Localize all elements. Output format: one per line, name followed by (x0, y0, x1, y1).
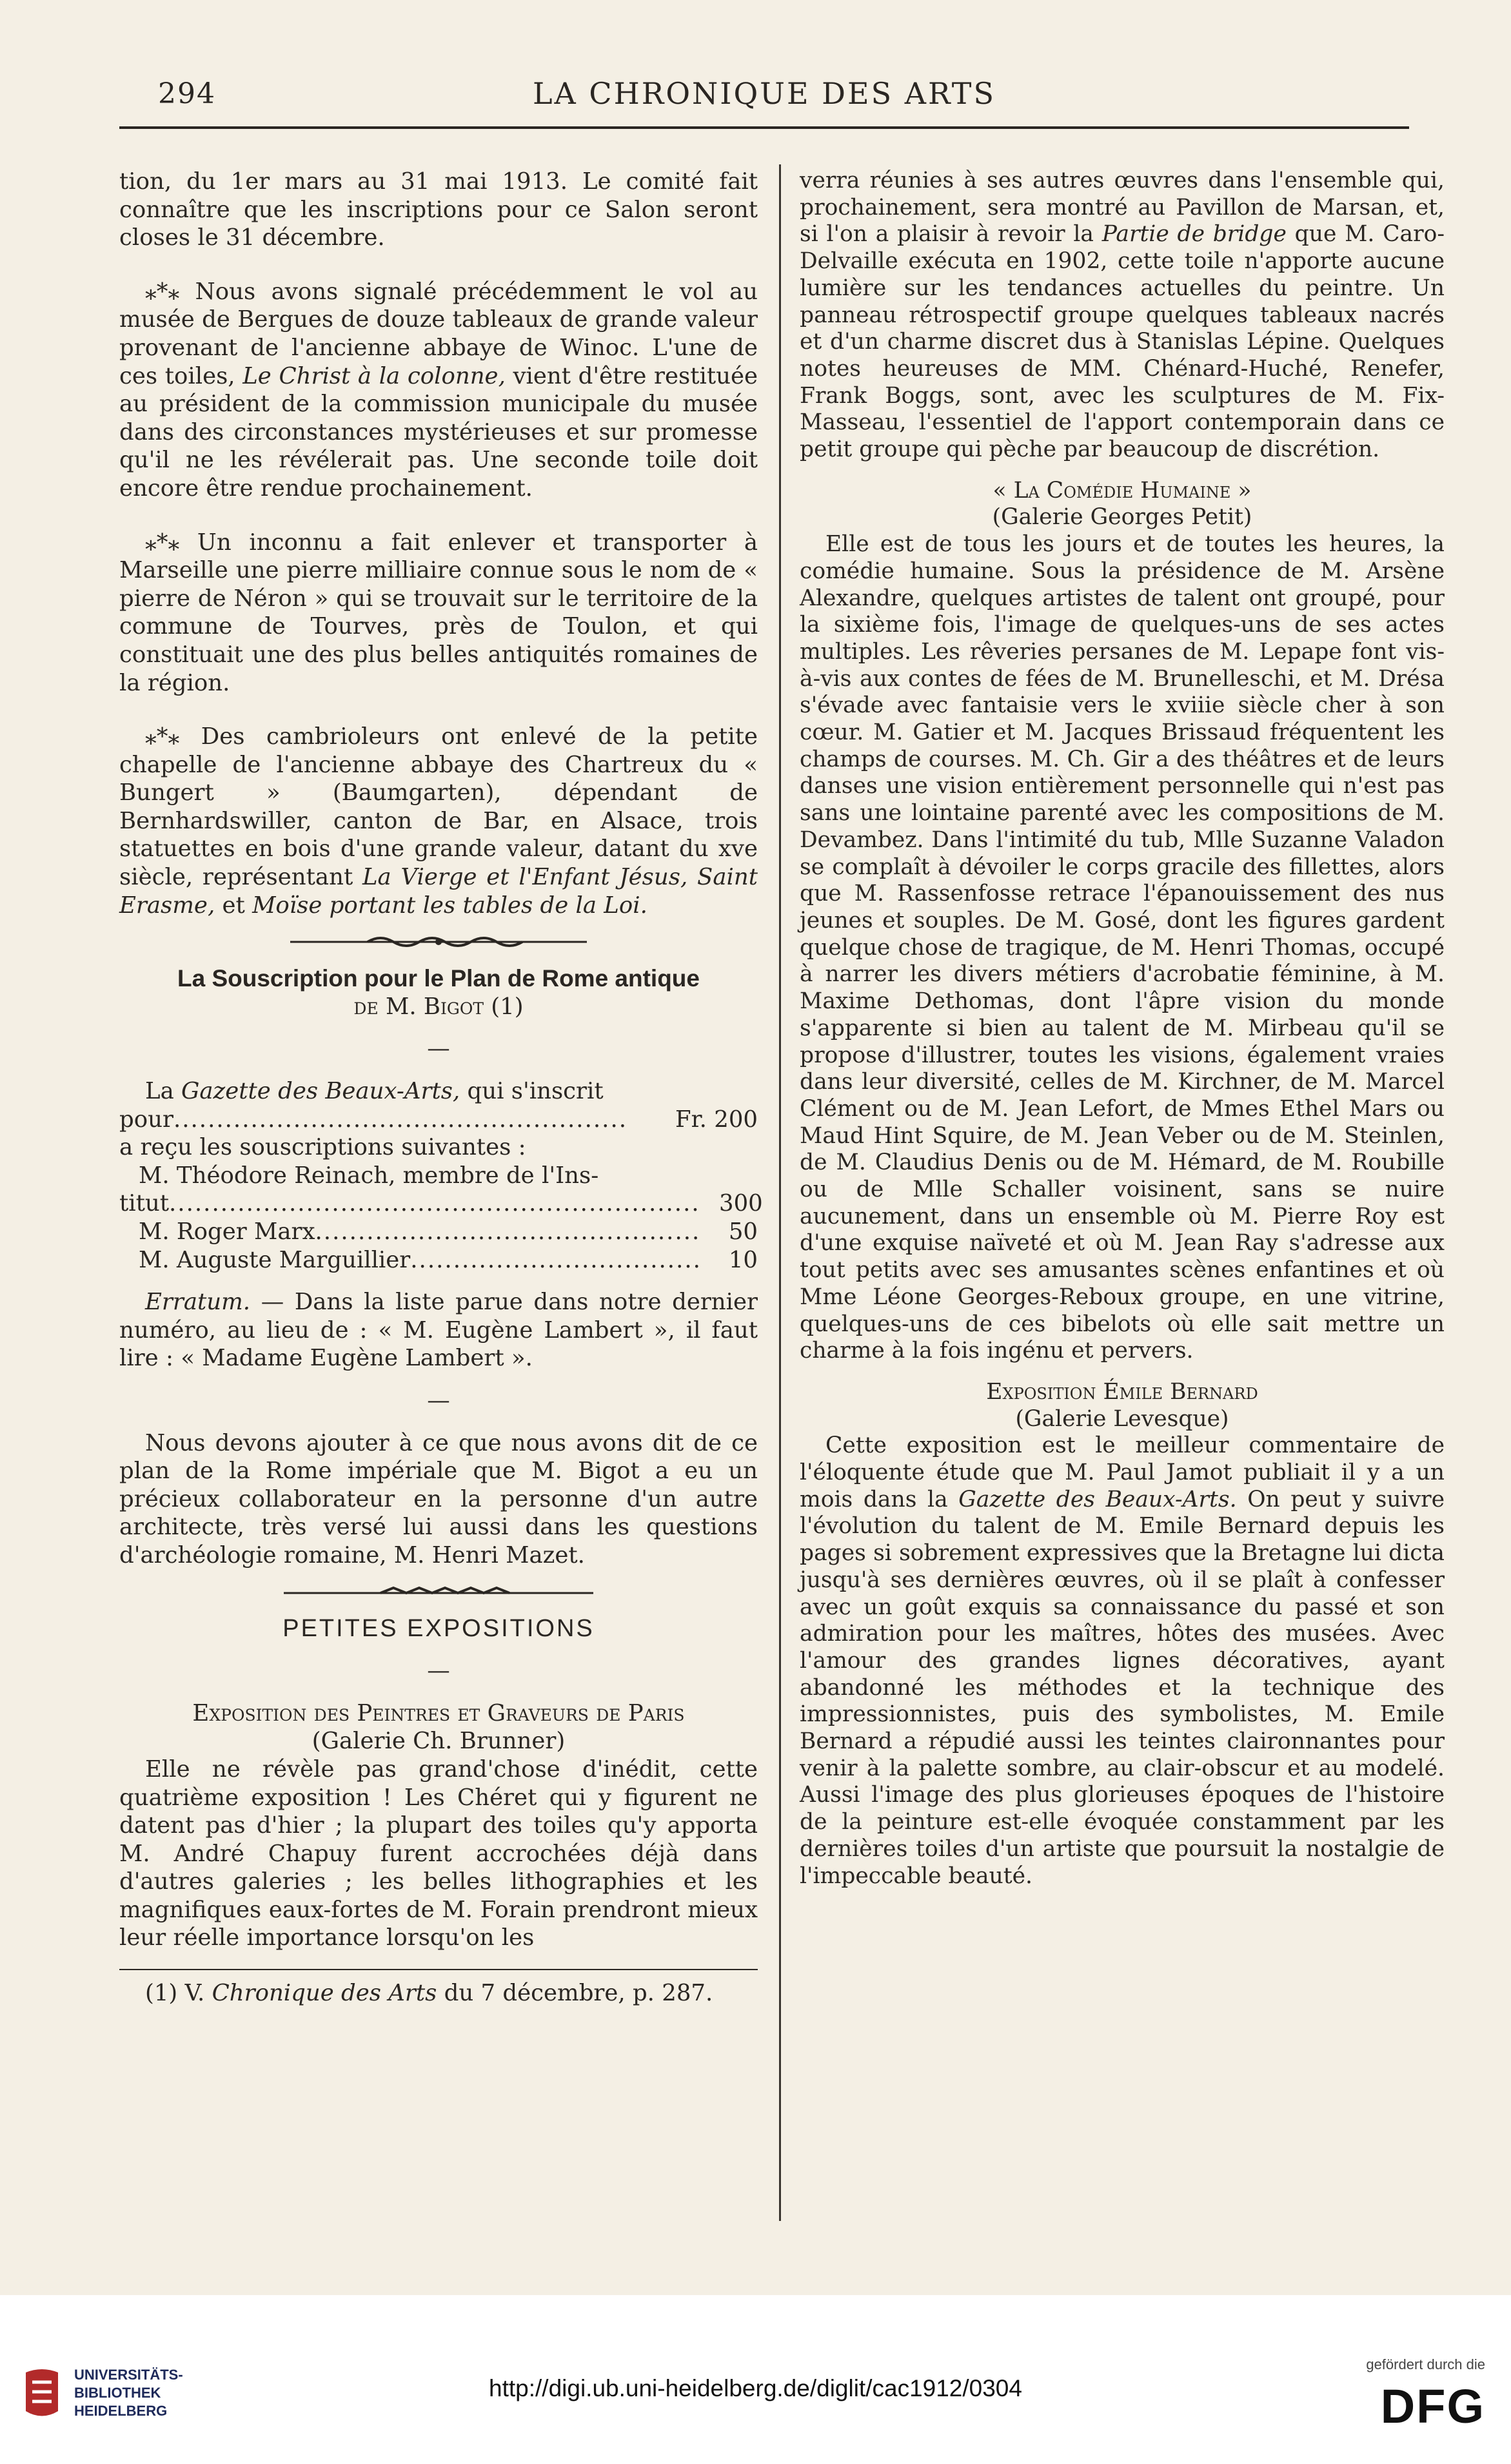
section-title-petites-expositions: PETITES EXPOSITIONS (282, 1614, 595, 1642)
paragraph-peintres-graveurs: Elle ne révèle pas grand'chose d'inédit, cette quatrième exposition ! Les Chéret qui y figurent ne datent pas d'hier ; la plupart des toiles qu'y apporta M. André Chapuy furent accrochées déjà dans d'autres galeries ; les belles lithographies et les magnifiques eaux-fortes de M. Forain prendront mieux leur réelle importance lorsqu'on les (119, 1755, 758, 1951)
ornament-divider (290, 932, 587, 952)
exhibition-title-peintres-graveurs: Exposition des Peintres et Graveurs de Paris (192, 1699, 685, 1726)
subscription-title: La Souscription pour le Plan de Rome antique (177, 965, 700, 992)
exhibition-gallery-brunner: (Galerie Ch. Brunner) (311, 1728, 566, 1755)
university-library-name: UNIVERSITÄTS- BIBLIOTHEK HEIDELBERG (74, 2367, 183, 2419)
exhibition-title-comedie-humaine: « La Comédie Humaine » (993, 477, 1252, 504)
running-header (119, 71, 1409, 122)
subscription-row-marx: M. Roger Marx ..... 50 (119, 1218, 758, 1246)
paragraph-salon: tion, du 1er mars au 31 mai 1913. Le comité fait connaître que les inscriptions pour ce Salon seront closes le 31 décembre. (119, 168, 758, 251)
subscription-row-gazette: pour ..... Fr. 200 (119, 1106, 758, 1134)
subscription-row-reinach-1: M. Théodore Reinach, membre de l'Ins- (139, 1162, 599, 1189)
paragraph-caro-delvaille: verra réunies à ses autres œuvres dans l'ensemble qui, prochainement, sera montré au Pavillon de Marsan, et, si l'on a plaisir à revoir la Partie de bridge que M. Caro-Delvaille exécuta en 1902, cette toile n'apporte aucune lumière sur les tendances actuelles du peintre. Un panneau rétrospectif groupe quelques tableaux nacrés et d'un charme discret dus à Stanislas Lépine. Quelques notes heureuses de MM. Chénard-Huché, Renefer, Frank Boggs, sont, avec les sculptures de M. Fix-Masseau, l'essentiel de l'apport contemporain dans ce petit groupe qui pèche par beaucoup de discrétion. (800, 168, 1445, 463)
subscription-intro: La Gazette des Beaux-Arts, qui s'inscrit (145, 1078, 604, 1105)
subscription-row-reinach: titut ..... 300 (119, 1189, 758, 1218)
subscription-subtitle: de M. Bigot (1) (353, 993, 524, 1020)
header-rule (119, 126, 1409, 129)
subscription-received: a reçu les souscriptions suivantes : (119, 1134, 526, 1161)
separator-dash: — (427, 1035, 450, 1062)
footnote-rule (119, 1969, 758, 1970)
paragraph-bernard: Cette exposition est le meilleur commentaire de l'éloquente étude que M. Paul Jamot publiait il y a un mois dans la Gazette des Beaux-Arts. On peut y suivre l'évolution du talent de M. Emile Bernard depuis les pages si sobrement expressives que la Bretagne lui dicta jusqu'à ses dernières œuvres, où il se plaît à confesser avec un goût exquis sa connaissance du passé et son admiration pour les maîtres, hôtes des musées. Avec l'amour des grandes lignes décoratives, ayant abandonné les méthodes et la technique des impressionnistes, puis des symbolistes, M. Emile Bernard a répudié aussi les teintes claironnantes pour venir à la palette sombre, au clair-obscur et au modelé. Aussi l'image des plus glorieuses époques de l'histoire de la peinture est-elle évoquée constamment par les dernières toiles d'un artiste que poursuit la nostalgie de l'impeccable beauté. (800, 1432, 1445, 1889)
ornament-divider-2 (284, 1583, 593, 1602)
paragraph-marseille: ⁎*⁎ Un inconnu a fait enlever et transporter à Marseille une pierre milliaire connue sous le nom de « pierre de Néron » qui se trouvait sur le territoire de la commune de Tourves, près de Toulon, et qui constituait une des plus belles antiquités romaines de la région. (119, 529, 758, 696)
digitization-footer (0, 2295, 1511, 2464)
paragraph-alsace: ⁎*⁎ Des cambrioleurs ont enlevé de la petite chapelle de l'ancienne abbaye des Chartreux du « Bungert » (Baumgarten), dépendant de Bernhardswiller, canton de Bar, en Alsace, trois statuettes en bois d'une grande valeur, datant du xve siècle, représentant La Vierge et l'Enfant Jésus, Saint Erasme, et Moïse portant les tables de la Loi. (119, 723, 758, 919)
separator-dash-2: — (427, 1387, 450, 1414)
source-url[interactable]: http://digi.ub.uni-heidelberg.de/diglit/cac1912/0304 (489, 2375, 1022, 2401)
page-number: 294 (158, 77, 216, 110)
column-divider (779, 164, 781, 2221)
separator-dash-3: — (427, 1657, 450, 1685)
erratum: Erratum. — Dans la liste parue dans notre dernier numéro, au lieu de : « M. Eugène Lambert », il faut lire : « Madame Eugène Lambert ». (119, 1289, 758, 1372)
right-column (800, 168, 1445, 1890)
dfg-logo[interactable]: DFG (1380, 2380, 1485, 2433)
journal-title: LA CHRONIQUE DES ARTS (533, 76, 996, 111)
exhibition-title-bernard: Exposition Émile Bernard (986, 1378, 1258, 1405)
exhibition-gallery-petit: (Galerie Georges Petit) (992, 504, 1252, 531)
paragraph-comedie-humaine: Elle est de tous les jours et de toutes les heures, la comédie humaine. Sous la présidence de M. Arsène Alexandre, quelques artistes de talent ont groupé, pour la sixième fois, l'image de quelques-uns de ses actes multiples. Les rêveries persanes de M. Lepape font vis-à-vis aux contes de fées de M. Brunelleschi, et M. Drésa s'évade avec fantaisie vers le xviiie siècle cher à son cœur. M. Gatier et M. Jacques Brissaud fréquentent les champs de courses. M. Ch. Gir a des théâtres et de leurs danses une vision entièrement personnelle qui n'est pas sans une lointaine parenté avec les compositions de M. Devambez. Dans l'intimité du tub, Mlle Suzanne Valadon se complaît à dévoiler le corps gracile des fillettes, alors que M. Rassenfosse retrace l'épanouissement des nus jeunes et souples. De M. Gosé, dont les figures gardent quelque chose de tragique, de M. Henri Thomas, occupé à narrer les divers métiers d'acrobatie féminine, à M. Maxime Dethomas, dont l'âpre vision du monde s'apparente si bien au talent de M. Mirbeau qu'il se propose d'illustrer, toutes les visions, également vraies dans leur diversité, celles de M. Kirchner, de M. Marcel Clément ou de M. Jean Lefort, de Mmes Ethel Mars ou Maud Hint Squire, de M. Jean Veber ou de M. Steinlen, de M. Claudius Denis ou de M. Hémard, de M. Roubille ou de Mlle Schaller voisinent, sans se nuire aucunement, dans un ensemble où M. Pierre Roy est d'une exquise naïveté et où M. Jean Ray s'adresse aux tout petits avec ses amusantes scènes enfantines et où Mme Léone Georges-Reboux groupe, en une vitrine, quelques-uns de ces bibelots où elle sait mettre un charme à la fois ingénu et pervers. (800, 531, 1445, 1364)
exhibition-gallery-levesque: (Galerie Levesque) (1015, 1405, 1229, 1432)
dfg-caption: gefördert durch die (1366, 2356, 1485, 2372)
paragraph-mazet: Nous devons ajouter à ce que nous avons dit de ce plan de la Rome impériale que M. Bigot a eu un précieux collaborateur en la personne d'un autre architecte, très versé lui aussi dans les questions d'archéologie romaine, M. Henri Mazet. (119, 1429, 758, 1569)
paragraph-bergues: ⁎*⁎ Nous avons signalé précédemment le vol au musée de Bergues de douze tableaux de grande valeur provenant de l'ancienne abbaye de Winoc. L'une de ces toiles, Le Christ à la colonne, vient d'être restituée au président de la commission municipale du musée dans des circonstances mystérieuses et sur promesse qu'il ne les révélerait pas. Une seconde toile doit encore être rendue prochainement. (119, 278, 758, 502)
left-column (119, 168, 763, 2008)
footnote: (1) V. Chronique des Arts du 7 décembre, p. 287. (145, 1980, 713, 2007)
subscription-row-marguillier: M. Auguste Marguillier ..... 10 (119, 1246, 758, 1275)
